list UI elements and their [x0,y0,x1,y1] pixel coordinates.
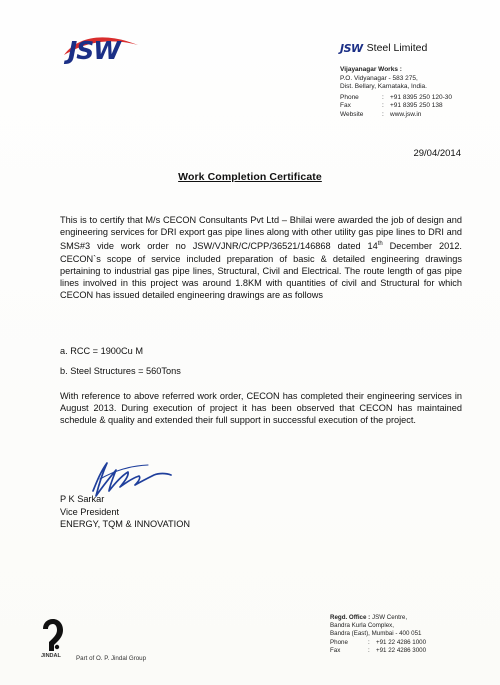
office-line-2: Bandra Kurla Complex, [330,622,394,630]
office-contact-label: Fax [330,646,341,654]
jsw-logo [60,34,142,64]
signatory-name: P K Sarkar [60,494,105,504]
quantity-item-steel: b. Steel Structures = 560Tons [60,366,181,376]
contact-row-fax [340,102,490,110]
contact-colon: : [382,94,384,101]
contact-row-phone [340,94,490,102]
company-block [340,40,490,56]
jindal-label: JINDAL [41,653,61,659]
contact-label: Website [340,110,364,118]
document-date: 29/04/2014 [413,148,461,159]
jindal-logo-icon [41,617,65,653]
office-fax-row [330,647,480,655]
office-contact-value: +91 22 4286 3000 [376,646,427,654]
company-line [340,40,490,56]
works-contact-block [340,94,490,119]
office-title-line [330,614,480,622]
office-title: Regd. Office : [330,614,371,621]
company-name: Steel Limited [366,42,428,54]
page-title: Work Completion Certificate [178,171,322,183]
works-line-2: Dist. Bellary, Karnataka, India. [340,83,427,91]
contact-row-website [340,111,490,119]
office-contact-colon: : [368,638,370,646]
office-line-3: Bandra (East), Mumbai - 400 051 [330,630,422,638]
signatory-block [60,493,190,531]
footer-group-branding [41,617,196,662]
works-line-1: P.O. Vidyanagar - 583 275, [340,74,418,82]
office-line-1: JSW Centre, [371,614,408,621]
office-contact-value: +91 22 4286 1000 [376,638,427,646]
contact-colon: : [382,110,384,118]
contact-value: +91 8395 250 138 [390,102,443,110]
signatory-department: ENERGY, TQM & INNOVATION [60,519,191,529]
jsw-logo-text: JSW [68,36,120,65]
group-text: Part of O. P. Jindal Group [76,655,147,662]
office-contact-label: Phone [330,638,348,646]
office-contact-colon: : [368,646,370,654]
works-address-block [340,66,490,92]
contact-value: +91 8395 250 120-30 [390,94,452,101]
registered-office-block [330,614,480,655]
website-link[interactable]: www.jsw.in [390,110,422,118]
mini-jsw-logo: JSW [340,41,363,55]
works-title: Vijayanagar Works : [340,66,402,73]
office-phone-row [330,639,480,647]
signatory-designation: Vice President [60,506,120,517]
contact-colon: : [382,102,384,110]
contact-label: Fax [340,102,351,110]
quantity-item-rcc: a. RCC = 1900Cu M [60,346,143,356]
paragraph-completion: With reference to above referred work order, CECON has completed their engineering services in August 2013. During execution of project it has been observed that CECON has maintained schedule & quality and extended their full support in successful execution of the project. [60,391,462,426]
contact-label: Phone [340,94,359,101]
paragraph-intro: This is to certify that M/s CECON Consultants Pvt Ltd – Bhilai were awarded the job of design and engineering services for DRI export gas pipe lines along with other utility gas pipe lines to DRI and SMS#3 vide work order no JSW/VJNR/C/CPP/36521/146868 dated 14th December 2012. CECON`s scope of service included preparation of basic & detailed engineering drawings pertaining to industrial gas pipe lines, Structural, Civil and Electrical. The route length of gas pipe lines involved in this project was around 1.8KM with quantities of civil and Structural for which CECON has issued detailed engineering drawings are as follows [60,215,462,301]
